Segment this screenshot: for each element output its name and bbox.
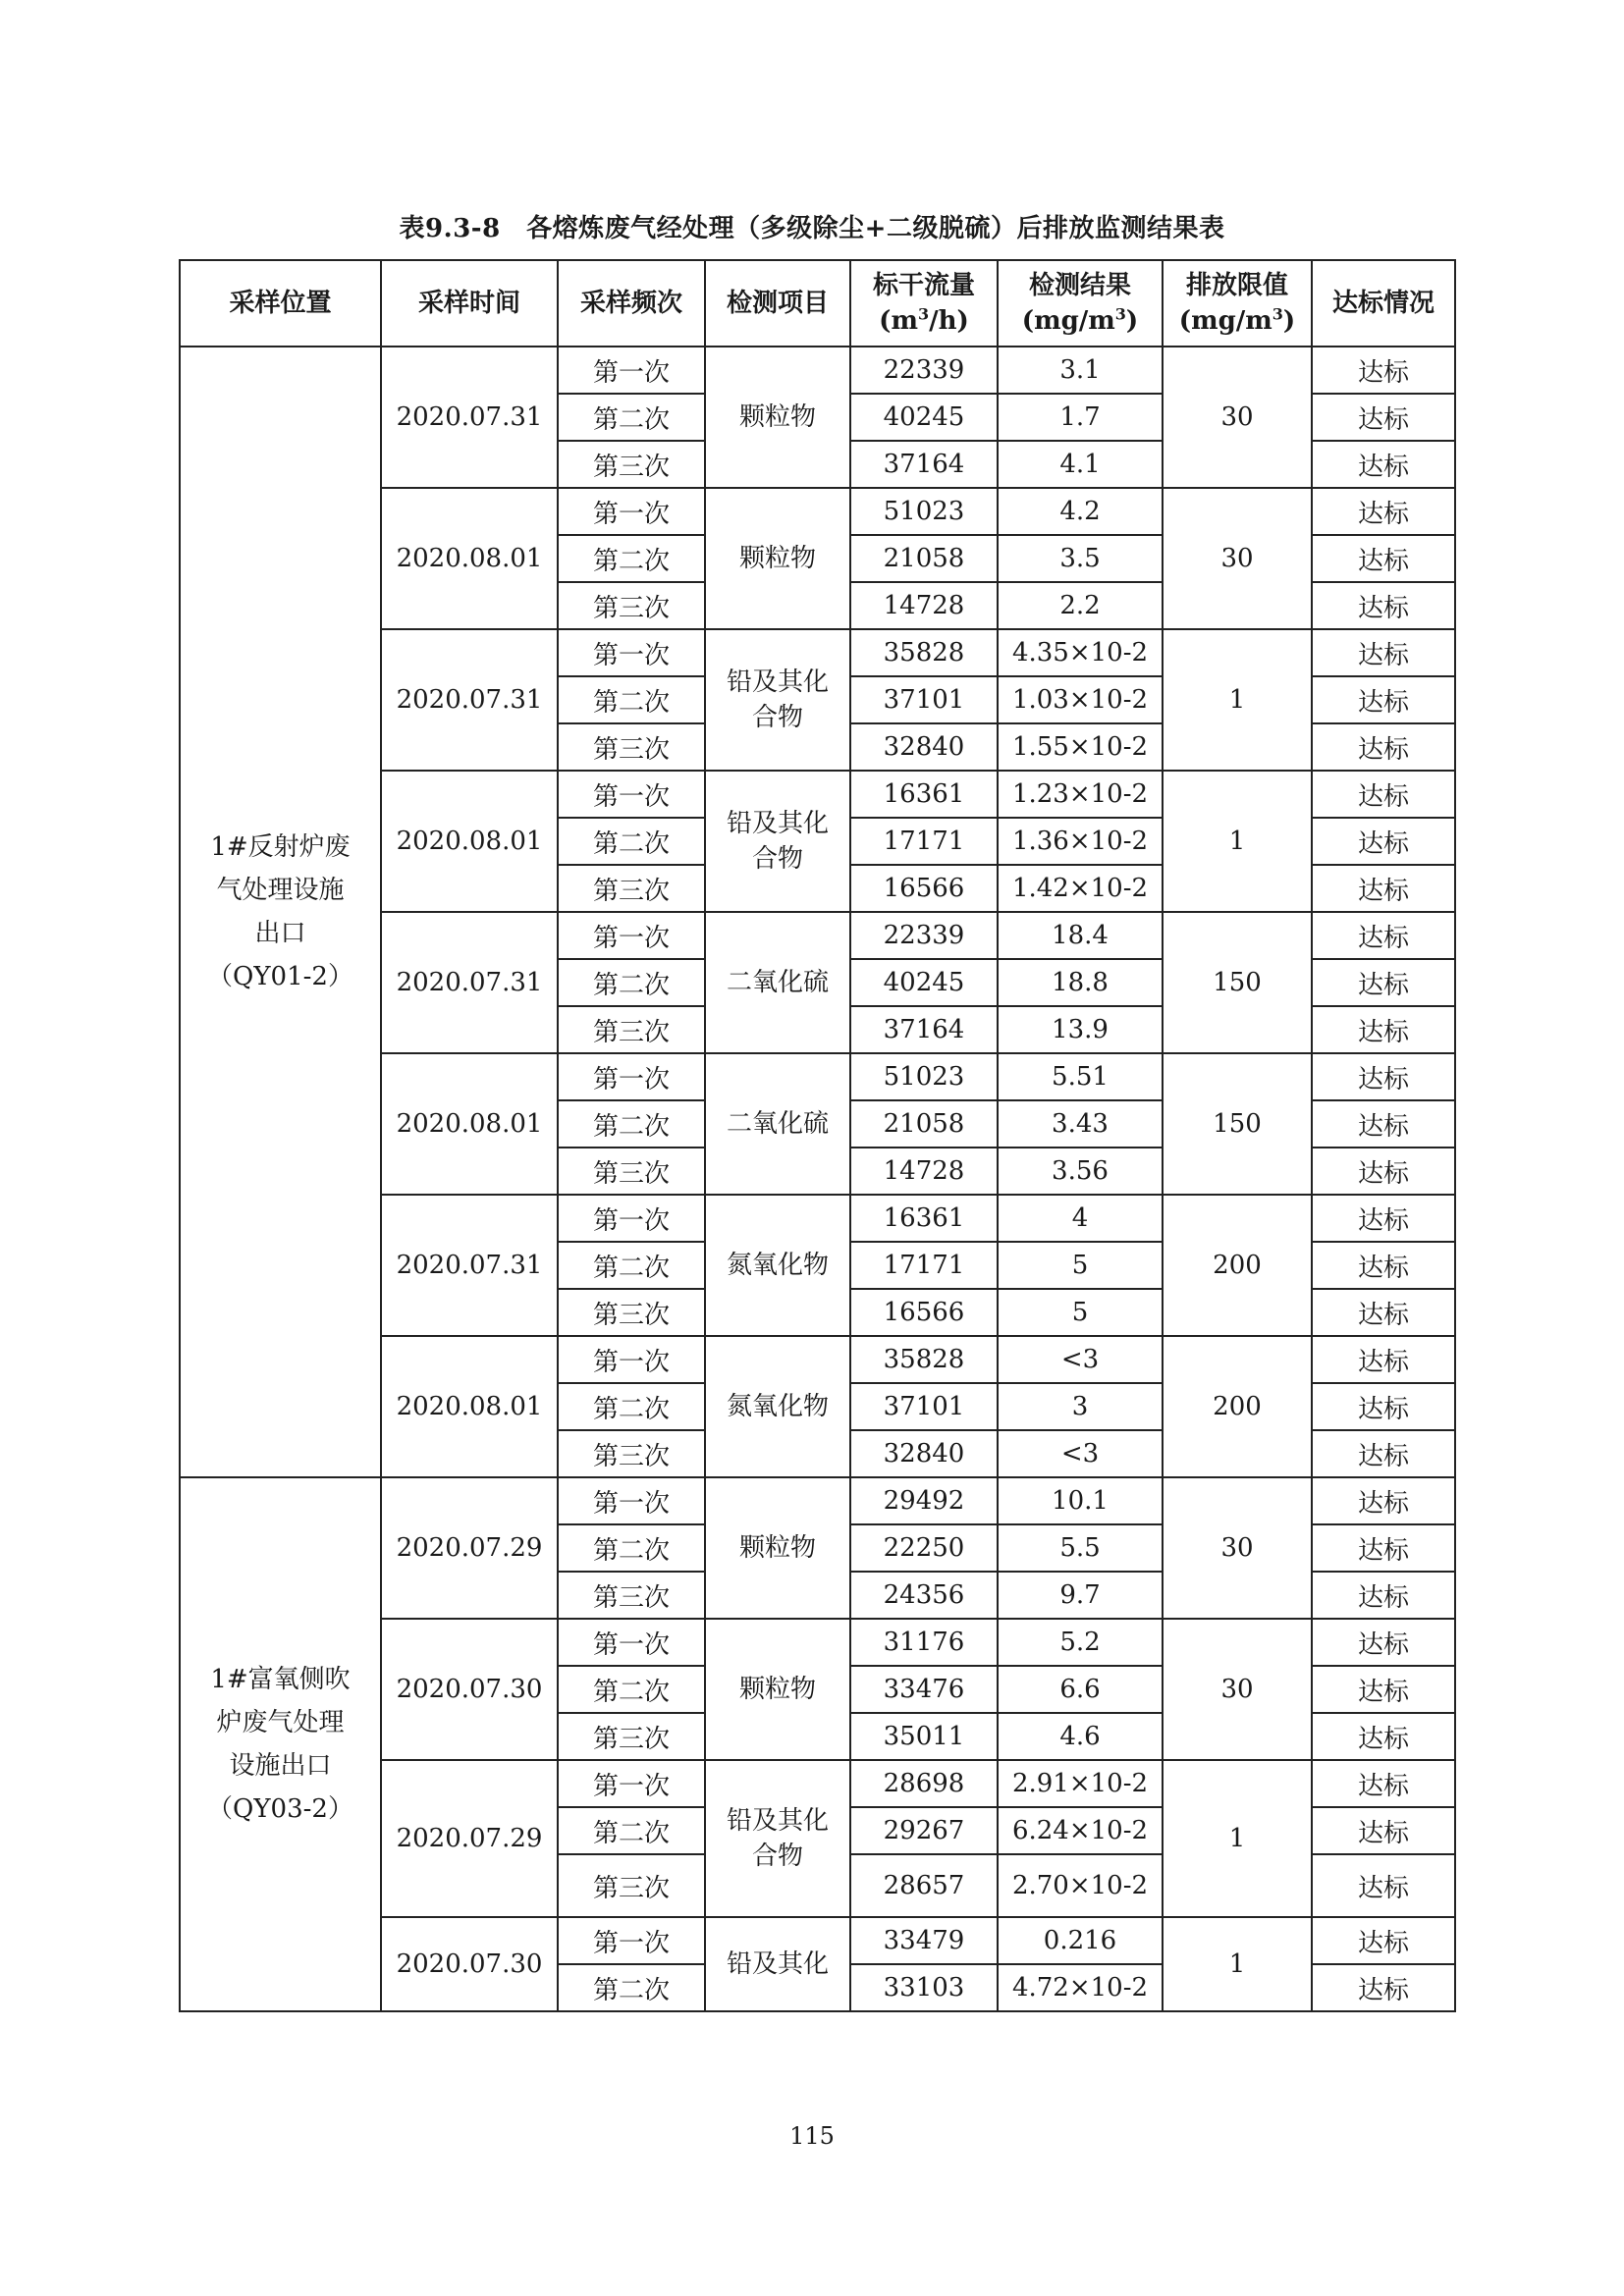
status-cell: 达标 bbox=[1312, 582, 1455, 629]
flow-cell: 37164 bbox=[850, 1006, 998, 1053]
flow-cell: 32840 bbox=[850, 1430, 998, 1477]
limit-cell: 200 bbox=[1163, 1336, 1312, 1477]
status-cell: 达标 bbox=[1312, 1713, 1455, 1760]
result-cell: 4 bbox=[998, 1195, 1163, 1242]
table-body bbox=[180, 347, 1455, 2011]
status-cell: 达标 bbox=[1312, 771, 1455, 818]
result-cell: 4.2 bbox=[998, 488, 1163, 535]
flow-cell: 16361 bbox=[850, 771, 998, 818]
flow-cell: 28698 bbox=[850, 1760, 998, 1807]
test-item-line: 二氧化硫 bbox=[726, 1109, 829, 1139]
status-cell: 达标 bbox=[1312, 1006, 1455, 1053]
test-item-cell bbox=[705, 1760, 850, 1917]
status-cell: 达标 bbox=[1312, 676, 1455, 723]
sampling-date-cell: 2020.07.31 bbox=[381, 1195, 558, 1336]
status-cell: 达标 bbox=[1312, 347, 1455, 394]
result-cell: <3 bbox=[998, 1336, 1163, 1383]
header-result-unit: $(mg/m^3)$ bbox=[1021, 304, 1139, 336]
frequency-cell: 第三次 bbox=[558, 1430, 705, 1477]
flow-cell: 14728 bbox=[850, 1148, 998, 1195]
flow-cell: 22339 bbox=[850, 912, 998, 959]
frequency-cell: 第一次 bbox=[558, 1917, 705, 1964]
frequency-cell: 第一次 bbox=[558, 1053, 705, 1100]
sampling-date-cell: 2020.07.29 bbox=[381, 1477, 558, 1619]
result-cell: 9.7 bbox=[998, 1572, 1163, 1619]
test-item-line: 铅及其化 bbox=[726, 1949, 829, 1979]
limit-cell: 30 bbox=[1163, 1619, 1312, 1760]
test-item-line: 合物 bbox=[751, 1842, 803, 1871]
monitoring-results-table bbox=[179, 259, 1456, 2012]
table-title: 表9.3-8 各熔炼废气经处理（多级除尘+二级脱硫）后排放监测结果表 bbox=[399, 214, 1225, 243]
status-cell: 达标 bbox=[1312, 1053, 1455, 1100]
frequency-cell: 第二次 bbox=[558, 1524, 705, 1572]
header-result-label: 检测结果 bbox=[1028, 271, 1131, 300]
frequency-cell: 第一次 bbox=[558, 1477, 705, 1524]
test-item-line: 颗粒物 bbox=[738, 544, 816, 573]
header-item: 检测项目 bbox=[705, 260, 850, 347]
test-item-line: 铅及其化 bbox=[726, 667, 829, 697]
status-cell: 达标 bbox=[1312, 1242, 1455, 1289]
status-cell: 达标 bbox=[1312, 394, 1455, 441]
limit-cell: 150 bbox=[1163, 1053, 1312, 1195]
flow-cell: 22250 bbox=[850, 1524, 998, 1572]
sampling-date-cell: 2020.07.31 bbox=[381, 347, 558, 488]
status-cell: 达标 bbox=[1312, 1195, 1455, 1242]
frequency-cell: 第一次 bbox=[558, 347, 705, 394]
header-frequency: 采样频次 bbox=[558, 260, 705, 347]
flow-cell: 16566 bbox=[850, 1289, 998, 1336]
test-item-line: 颗粒物 bbox=[738, 402, 816, 432]
frequency-cell: 第一次 bbox=[558, 488, 705, 535]
limit-cell: 30 bbox=[1163, 1477, 1312, 1619]
result-cell: 0.216 bbox=[998, 1917, 1163, 1964]
flow-cell: 33103 bbox=[850, 1964, 998, 2011]
header-limit-label: 排放限值 bbox=[1185, 271, 1288, 300]
status-cell: 达标 bbox=[1312, 1524, 1455, 1572]
location-line: 1#反射炉废 bbox=[210, 832, 351, 862]
frequency-cell: 第一次 bbox=[558, 1760, 705, 1807]
status-cell: 达标 bbox=[1312, 865, 1455, 912]
sampling-date-cell: 2020.07.31 bbox=[381, 629, 558, 771]
status-cell: 达标 bbox=[1312, 488, 1455, 535]
table-row bbox=[180, 1477, 1455, 1524]
result-cell: 3.1 bbox=[998, 347, 1163, 394]
sampling-date-cell: 2020.07.30 bbox=[381, 1917, 558, 2011]
flow-cell: 40245 bbox=[850, 959, 998, 1006]
status-cell: 达标 bbox=[1312, 1964, 1455, 2011]
test-item-line: 铅及其化 bbox=[726, 1806, 829, 1836]
flow-cell: 21058 bbox=[850, 535, 998, 582]
status-cell: 达标 bbox=[1312, 818, 1455, 865]
limit-cell: 1 bbox=[1163, 1760, 1312, 1917]
header-limit-unit: $(mg/m^3)$ bbox=[1178, 304, 1296, 336]
result-cell: 3 bbox=[998, 1383, 1163, 1430]
status-cell: 达标 bbox=[1312, 535, 1455, 582]
frequency-cell: 第三次 bbox=[558, 1572, 705, 1619]
frequency-cell: 第二次 bbox=[558, 394, 705, 441]
status-cell: 达标 bbox=[1312, 1760, 1455, 1807]
test-item-line: 颗粒物 bbox=[738, 1675, 816, 1704]
flow-cell: 37101 bbox=[850, 1383, 998, 1430]
sampling-date-cell: 2020.08.01 bbox=[381, 771, 558, 912]
sampling-date-cell: 2020.07.29 bbox=[381, 1760, 558, 1917]
flow-cell: 32840 bbox=[850, 723, 998, 771]
test-item-line: 二氧化硫 bbox=[726, 968, 829, 997]
status-cell: 达标 bbox=[1312, 1917, 1455, 1964]
result-cell: 6.24×10-2 bbox=[998, 1807, 1163, 1854]
result-cell: 3.56 bbox=[998, 1148, 1163, 1195]
result-cell: 3.5 bbox=[998, 535, 1163, 582]
flow-cell: 51023 bbox=[850, 1053, 998, 1100]
flow-cell: 28657 bbox=[850, 1854, 998, 1917]
limit-cell: 30 bbox=[1163, 347, 1312, 488]
test-item-line: 铅及其化 bbox=[726, 809, 829, 838]
header-time: 采样时间 bbox=[381, 260, 558, 347]
flow-cell: 14728 bbox=[850, 582, 998, 629]
result-cell: 10.1 bbox=[998, 1477, 1163, 1524]
frequency-cell: 第一次 bbox=[558, 1619, 705, 1666]
result-cell: 4.35×10-2 bbox=[998, 629, 1163, 676]
limit-cell: 200 bbox=[1163, 1195, 1312, 1336]
status-cell: 达标 bbox=[1312, 629, 1455, 676]
flow-cell: 22339 bbox=[850, 347, 998, 394]
status-cell: 达标 bbox=[1312, 1430, 1455, 1477]
result-cell: <3 bbox=[998, 1430, 1163, 1477]
limit-cell: 1 bbox=[1163, 1917, 1312, 2011]
sampling-date-cell: 2020.07.30 bbox=[381, 1619, 558, 1760]
header-location: 采样位置 bbox=[180, 260, 381, 347]
result-cell: 4.6 bbox=[998, 1713, 1163, 1760]
frequency-cell: 第一次 bbox=[558, 629, 705, 676]
frequency-cell: 第二次 bbox=[558, 1807, 705, 1854]
frequency-cell: 第一次 bbox=[558, 912, 705, 959]
status-cell: 达标 bbox=[1312, 1289, 1455, 1336]
result-cell: 18.4 bbox=[998, 912, 1163, 959]
status-cell: 达标 bbox=[1312, 1477, 1455, 1524]
flow-cell: 29492 bbox=[850, 1477, 998, 1524]
test-item-line: 合物 bbox=[751, 844, 803, 874]
table-row bbox=[180, 347, 1455, 394]
status-cell: 达标 bbox=[1312, 1807, 1455, 1854]
result-cell: 1.42×10-2 bbox=[998, 865, 1163, 912]
header-limit bbox=[1163, 260, 1312, 347]
flow-cell: 37164 bbox=[850, 441, 998, 488]
test-item-line: 合物 bbox=[751, 703, 803, 732]
flow-cell: 35011 bbox=[850, 1713, 998, 1760]
location-cell bbox=[180, 347, 381, 1477]
limit-cell: 30 bbox=[1163, 488, 1312, 629]
result-cell: 18.8 bbox=[998, 959, 1163, 1006]
result-cell: 5.2 bbox=[998, 1619, 1163, 1666]
location-line: 设施出口 bbox=[229, 1751, 332, 1781]
test-item-cell bbox=[705, 488, 850, 629]
status-cell: 达标 bbox=[1312, 1572, 1455, 1619]
frequency-cell: 第一次 bbox=[558, 1336, 705, 1383]
result-cell: 1.36×10-2 bbox=[998, 818, 1163, 865]
limit-cell: 1 bbox=[1163, 771, 1312, 912]
result-cell: 6.6 bbox=[998, 1666, 1163, 1713]
result-cell: 5.5 bbox=[998, 1524, 1163, 1572]
frequency-cell: 第三次 bbox=[558, 865, 705, 912]
result-cell: 4.72×10-2 bbox=[998, 1964, 1163, 2011]
frequency-cell: 第一次 bbox=[558, 1195, 705, 1242]
test-item-cell bbox=[705, 347, 850, 488]
frequency-cell: 第二次 bbox=[558, 1666, 705, 1713]
flow-cell: 33479 bbox=[850, 1917, 998, 1964]
location-cell bbox=[180, 1477, 381, 2011]
frequency-cell: 第二次 bbox=[558, 1242, 705, 1289]
result-cell: 4.1 bbox=[998, 441, 1163, 488]
frequency-cell: 第二次 bbox=[558, 676, 705, 723]
frequency-cell: 第三次 bbox=[558, 1006, 705, 1053]
result-cell: 2.91×10-2 bbox=[998, 1760, 1163, 1807]
result-cell: 2.70×10-2 bbox=[998, 1854, 1163, 1917]
frequency-cell: 第三次 bbox=[558, 1713, 705, 1760]
test-item-cell bbox=[705, 1336, 850, 1477]
flow-cell: 21058 bbox=[850, 1100, 998, 1148]
limit-cell: 1 bbox=[1163, 629, 1312, 771]
frequency-cell: 第二次 bbox=[558, 1383, 705, 1430]
result-cell: 1.03×10-2 bbox=[998, 676, 1163, 723]
flow-cell: 37101 bbox=[850, 676, 998, 723]
result-cell: 3.43 bbox=[998, 1100, 1163, 1148]
frequency-cell: 第一次 bbox=[558, 771, 705, 818]
flow-cell: 31176 bbox=[850, 1619, 998, 1666]
result-cell: 1.55×10-2 bbox=[998, 723, 1163, 771]
status-cell: 达标 bbox=[1312, 723, 1455, 771]
test-item-cell bbox=[705, 1917, 850, 2011]
frequency-cell: 第三次 bbox=[558, 1289, 705, 1336]
frequency-cell: 第三次 bbox=[558, 1854, 705, 1917]
test-item-cell bbox=[705, 771, 850, 912]
flow-cell: 33476 bbox=[850, 1666, 998, 1713]
result-cell: 13.9 bbox=[998, 1006, 1163, 1053]
result-cell: 5.51 bbox=[998, 1053, 1163, 1100]
sampling-date-cell: 2020.08.01 bbox=[381, 1053, 558, 1195]
frequency-cell: 第三次 bbox=[558, 441, 705, 488]
frequency-cell: 第二次 bbox=[558, 818, 705, 865]
header-flow-label: 标干流量 bbox=[872, 271, 975, 300]
status-cell: 达标 bbox=[1312, 1383, 1455, 1430]
status-cell: 达标 bbox=[1312, 1100, 1455, 1148]
header-row bbox=[180, 260, 1455, 347]
test-item-line: 氮氧化物 bbox=[726, 1251, 829, 1280]
header-result bbox=[998, 260, 1163, 347]
flow-cell: 29267 bbox=[850, 1807, 998, 1854]
status-cell: 达标 bbox=[1312, 912, 1455, 959]
location-line: 炉废气处理 bbox=[216, 1708, 345, 1737]
location-line: 1#富氧侧吹 bbox=[210, 1665, 351, 1694]
result-cell: 1.7 bbox=[998, 394, 1163, 441]
limit-cell: 150 bbox=[1163, 912, 1312, 1053]
flow-cell: 17171 bbox=[850, 818, 998, 865]
frequency-cell: 第二次 bbox=[558, 1964, 705, 2011]
header-status: 达标情况 bbox=[1312, 260, 1455, 347]
test-item-cell bbox=[705, 1619, 850, 1760]
frequency-cell: 第二次 bbox=[558, 1100, 705, 1148]
result-cell: 5 bbox=[998, 1242, 1163, 1289]
location-line: （QY01-2） bbox=[207, 962, 353, 991]
header-flow-unit: $(m^3/h)$ bbox=[879, 304, 969, 336]
flow-cell: 16361 bbox=[850, 1195, 998, 1242]
sampling-date-cell: 2020.08.01 bbox=[381, 488, 558, 629]
page-number: 115 bbox=[789, 2122, 835, 2150]
result-cell: 5 bbox=[998, 1289, 1163, 1336]
status-cell: 达标 bbox=[1312, 1148, 1455, 1195]
status-cell: 达标 bbox=[1312, 1666, 1455, 1713]
header-flow bbox=[850, 260, 998, 347]
status-cell: 达标 bbox=[1312, 1336, 1455, 1383]
frequency-cell: 第三次 bbox=[558, 1148, 705, 1195]
location-line: 气处理设施 bbox=[216, 876, 345, 905]
flow-cell: 51023 bbox=[850, 488, 998, 535]
flow-cell: 16566 bbox=[850, 865, 998, 912]
location-line: 出口 bbox=[254, 919, 306, 948]
test-item-cell bbox=[705, 629, 850, 771]
result-cell: 1.23×10-2 bbox=[998, 771, 1163, 818]
test-item-cell bbox=[705, 1477, 850, 1619]
test-item-cell bbox=[705, 912, 850, 1053]
flow-cell: 35828 bbox=[850, 1336, 998, 1383]
status-cell: 达标 bbox=[1312, 441, 1455, 488]
flow-cell: 24356 bbox=[850, 1572, 998, 1619]
sampling-date-cell: 2020.07.31 bbox=[381, 912, 558, 1053]
frequency-cell: 第三次 bbox=[558, 582, 705, 629]
sampling-date-cell: 2020.08.01 bbox=[381, 1336, 558, 1477]
frequency-cell: 第二次 bbox=[558, 959, 705, 1006]
test-item-cell bbox=[705, 1053, 850, 1195]
frequency-cell: 第三次 bbox=[558, 723, 705, 771]
flow-cell: 40245 bbox=[850, 394, 998, 441]
result-cell: 2.2 bbox=[998, 582, 1163, 629]
test-item-line: 氮氧化物 bbox=[726, 1392, 829, 1421]
location-line: （QY03-2） bbox=[207, 1794, 353, 1824]
flow-cell: 17171 bbox=[850, 1242, 998, 1289]
flow-cell: 35828 bbox=[850, 629, 998, 676]
test-item-line: 颗粒物 bbox=[738, 1533, 816, 1563]
status-cell: 达标 bbox=[1312, 959, 1455, 1006]
frequency-cell: 第二次 bbox=[558, 535, 705, 582]
status-cell: 达标 bbox=[1312, 1619, 1455, 1666]
status-cell: 达标 bbox=[1312, 1854, 1455, 1917]
test-item-cell bbox=[705, 1195, 850, 1336]
